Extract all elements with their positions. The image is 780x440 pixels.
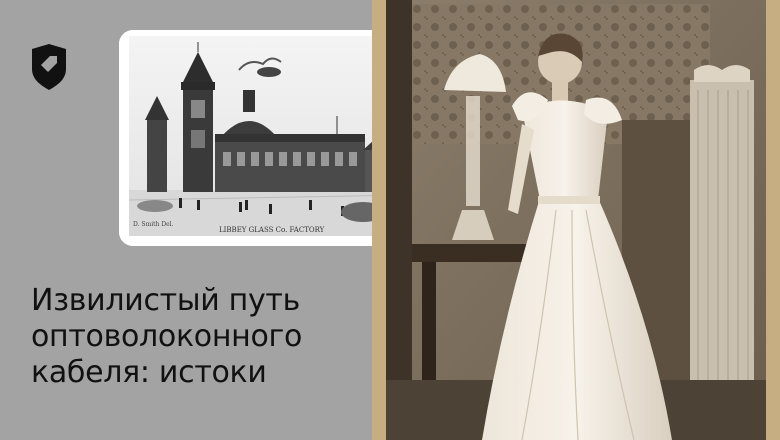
inset-caption: LIBBEY GLASS Co. FACTORY (219, 226, 325, 234)
headline-line-2: оптоволоконного (31, 319, 303, 354)
inset-signature: D. Smith Del. (133, 221, 174, 228)
headline-line-1: Извилистый путь (31, 283, 300, 318)
headline (31, 283, 371, 391)
shield-logo-icon (30, 43, 68, 91)
headline-line-3: кабеля: истоки (31, 355, 267, 390)
vintage-photo (372, 0, 780, 440)
